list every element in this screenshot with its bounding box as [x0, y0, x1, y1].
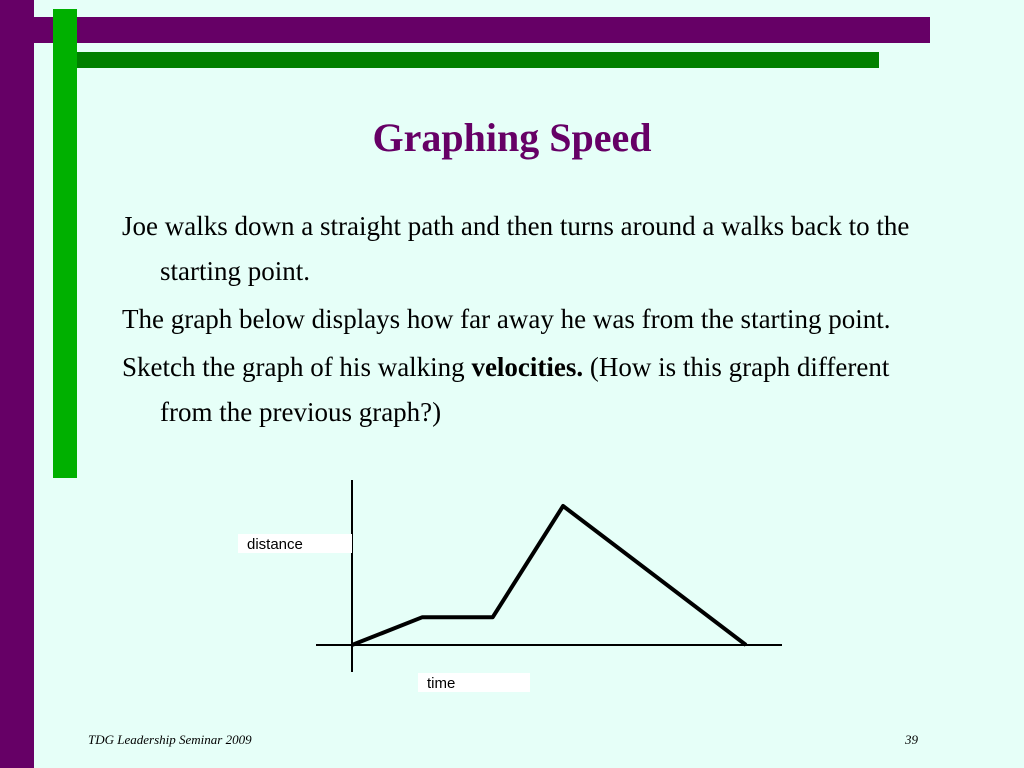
ylabel: distance [247, 536, 303, 553]
footer-left: TDG Leadership Seminar 2009 [88, 732, 252, 747]
paragraph-3-pre: Sketch the graph of his walking [122, 352, 472, 382]
page-number: 39 [905, 732, 918, 747]
series-layer [352, 506, 746, 645]
xlabel: time [427, 675, 456, 692]
paragraph-3-bold: velocities. [471, 352, 584, 382]
slide-title: Graphing Speed [372, 115, 652, 160]
distance-series-line [352, 506, 746, 645]
paragraph-2: The graph below displays how far away he was from the starting point. [122, 304, 891, 334]
paragraph-3-post: (How is this graph different from the previous graph?) [160, 352, 890, 427]
paragraph-1: Joe walks down a straight path and then turns around a walks back to the starting point. [122, 211, 910, 286]
